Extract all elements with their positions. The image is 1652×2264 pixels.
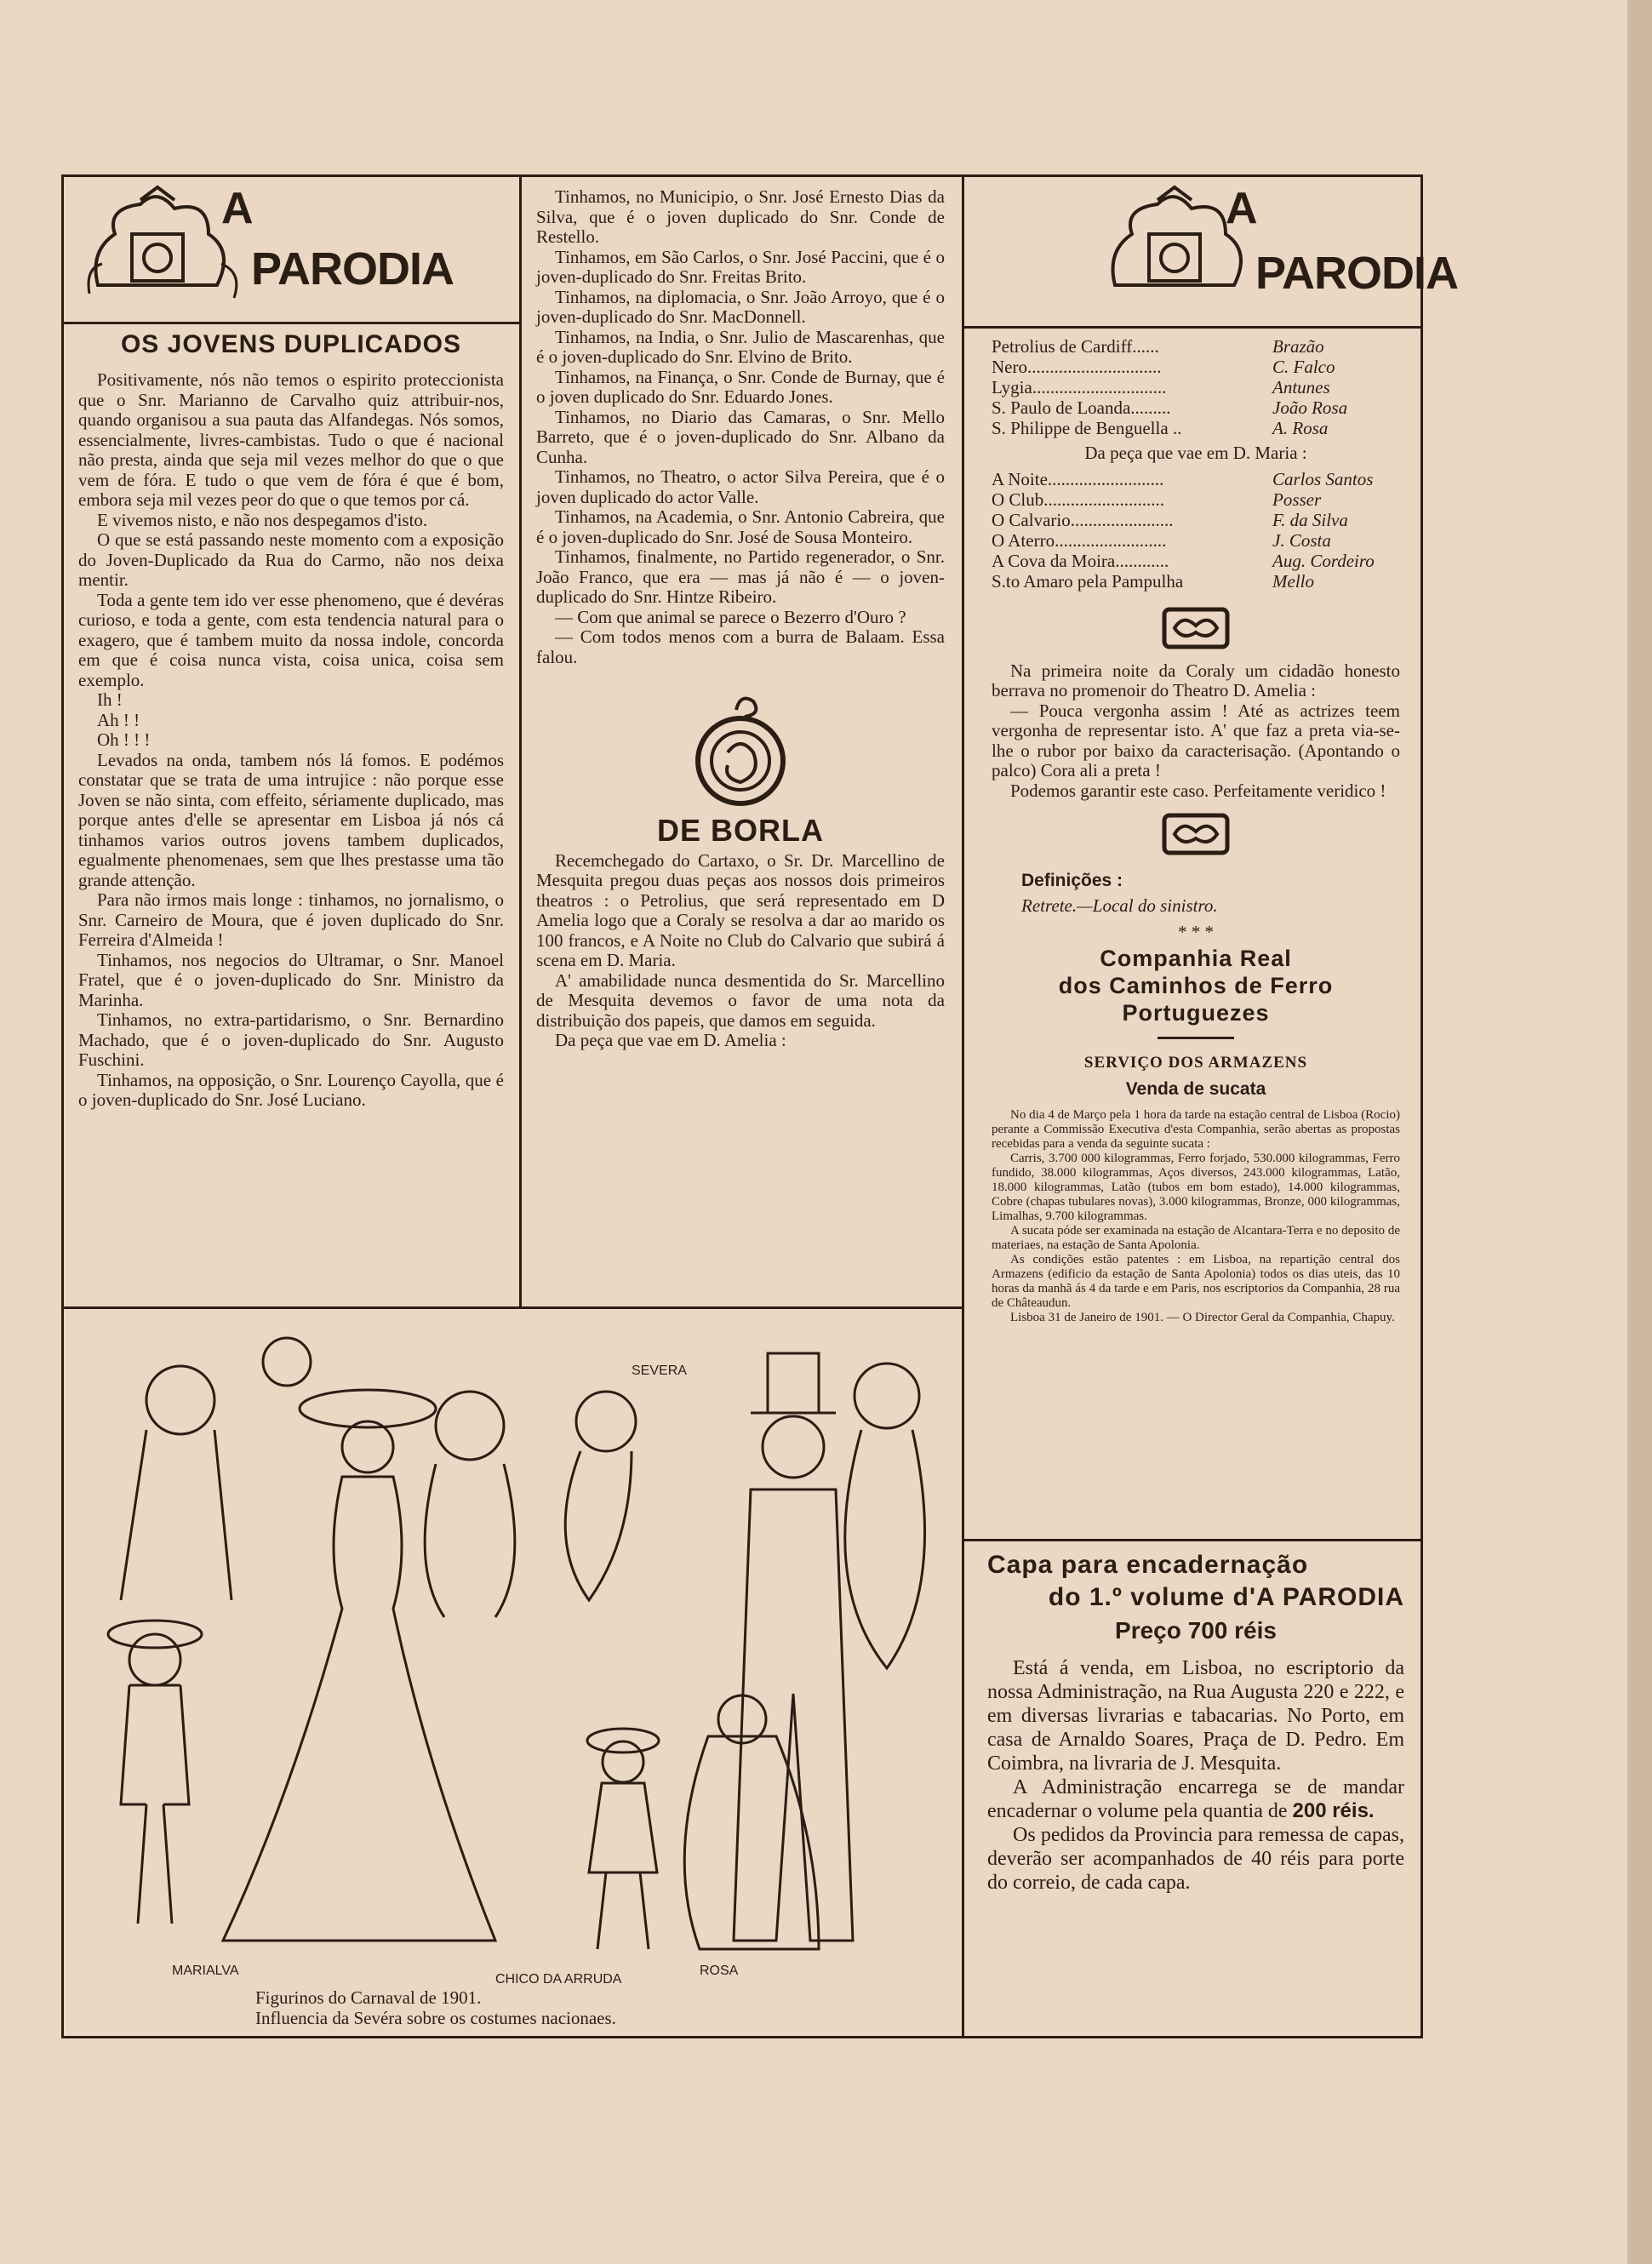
maria-cast-list — [992, 469, 1400, 592]
advert-p2-price: 200 réis. — [1292, 1799, 1375, 1822]
cast-role: A Cova da Moira............ — [992, 550, 1169, 571]
masthead-rule-left — [61, 322, 521, 324]
cast-role: O Club........................... — [992, 489, 1165, 510]
cast-row — [992, 336, 1400, 357]
caption-line-1: Figurinos do Carnaval de 1901. — [255, 1987, 482, 2008]
cast-row — [992, 397, 1400, 418]
logo-a: A — [221, 184, 253, 233]
cast-row — [992, 510, 1400, 530]
sucata-p4: As condições estão patentes : em Lisboa, na repartição central dos Armazens (edificio da estação de Santa Apolonia) todos os dias uteis, das 10 horas da manhã ás 4 da tarde e em Paris, nos escriptorios da Companhia, 28 rua de Châteaudun. — [992, 1252, 1400, 1310]
coraly-end: Podemos garantir este caso. Perfeitamente veridico ! — [1010, 780, 1386, 801]
company-name-1: Companhia Real — [1100, 945, 1292, 971]
paragraph: Positivamente, nós não temos o espirito proteccionista que o Snr. Marianno de Carvalho quiz attribuir-nos, quando organisou a sua pauta das Alfandegas. Nós somos, essencialmente, livres-cambistas. Tudo o que é nacional não presta, ainda que seja mil vezes melhor do que o que vem de fóra. E tudo o que vem de fóra é que é bom, embora seja mil vezes peor do que o que temos por cá. — [78, 369, 504, 510]
paragraph: — Com todos menos com a burra de Balaam. Essa falou. — [536, 626, 945, 667]
label-severa: SEVERA — [632, 1364, 687, 1378]
paragraph: Tinhamos, no Diario das Camaras, o Snr. Mello Barreto, que é o joven-duplicado do Snr. Albano da Cunha. — [536, 406, 945, 467]
cast-actor: Carlos Santos — [1272, 468, 1374, 489]
paragraph: Ah ! ! — [97, 709, 140, 730]
cast-row — [992, 418, 1400, 438]
cast-role: O Aterro......................... — [992, 529, 1167, 551]
advert-price: Preço 700 réis — [1115, 1617, 1277, 1644]
paragraph: Tinhamos, na opposição, o Snr. Lourenço Cayolla, que é o joven-duplicado do Snr. José Luciano. — [78, 1069, 504, 1110]
advert-p2-text: A Administração encarrega se de mandar encadernar o volume pela quantia de — [987, 1776, 1404, 1822]
logo-word: PARODIA — [251, 243, 454, 294]
masthead-logo-left — [81, 183, 454, 319]
cast-role: O Calvario....................... — [992, 509, 1174, 530]
cast-row — [992, 469, 1400, 489]
paragraph: Tinhamos, na India, o Snr. Julio de Mascarenhas, que é o joven-duplicado do Snr. Elvino de Brito. — [536, 326, 945, 367]
cartoon-caption — [255, 1987, 616, 2028]
cast-actor: Posser — [1272, 489, 1322, 510]
article-body — [78, 370, 504, 1111]
cast-role: Petrolius de Cardiff...... — [992, 336, 1159, 357]
cast-row — [992, 571, 1400, 592]
paragraph: Tinhamos, no Theatro, o actor Silva Pereira, que é o joven duplicado do actor Valle. — [536, 466, 945, 507]
carnival-cartoon — [70, 1328, 955, 2000]
advert-p3: Os pedidos da Provincia para remessa de capas, deverão ser acompanhados de 40 réis para porte do correio, de cada capa. — [987, 1824, 1404, 1894]
paragraph: E vivemos nisto, e não nos despegamos d'isto. — [97, 509, 428, 530]
masthead-logo-right — [1098, 183, 1459, 319]
logo-a: A — [1226, 184, 1257, 233]
borla-body — [536, 851, 945, 1051]
caption-line-2: Influencia da Sevéra sobre os costumes nacionaes. — [255, 2008, 616, 2028]
borla-heading: DE BORLA — [657, 813, 824, 848]
cartoon-top-rule — [61, 1306, 963, 1309]
advert-title-2: do 1.º volume d'A PARODIA — [1048, 1583, 1404, 1611]
paragraph: Tinhamos, no extra-partidarismo, o Snr. Bernardino Machado, que é o joven-duplicado do Snr. Augusto Fuschini. — [78, 1009, 504, 1070]
cast-actor: J. Costa — [1272, 529, 1331, 551]
cast-row — [992, 551, 1400, 571]
advert-p2 — [987, 1775, 1404, 1823]
paragraph: Tinhamos, nos negocios do Ultramar, o Snr. Manoel Fratel, que é o joven-duplicado do Snr. Ministro da Marinha. — [78, 949, 504, 1010]
cast-actor: Antunes — [1272, 377, 1330, 397]
paragraph: A' amabilidade nunca desmentida do Sr. Marcellino de Mesquita devemos o favor de uma nota da distribuição dos papeis, que damos em seguida. — [536, 969, 945, 1031]
sucata-p5: Lisboa 31 de Janeiro de 1901. — O Director Geral da Companhia, Chapuy. — [1010, 1310, 1395, 1324]
label-rosa: ROSA — [700, 1964, 739, 1978]
paragraph: Da peça que vae em D. Amelia : — [555, 1030, 786, 1050]
cast-actor: C. Falco — [1272, 357, 1335, 377]
page-edge — [1627, 0, 1652, 2264]
cast-actor: João Rosa — [1272, 397, 1348, 418]
cast-role: S. Paulo de Loanda......... — [992, 397, 1171, 418]
company-name-2: dos Caminhos de Ferro Portuguezes — [1058, 972, 1334, 1026]
advert-p1: Está á venda, em Lisboa, no escriptorio da nossa Administração, na Rua Augusta 220 e 222, e em diversas livrarias e tabacarias. No Porto, em casa de Arnaldo Soares, Praça de D. Pedro. Em Coimbra, na livraria de J. Mesquita. — [987, 1657, 1404, 1775]
paragraph: Tinhamos, finalmente, no Partido regenerador, o Snr. João Franco, que era — mas já não é — o joven-duplicado do Snr. Hintze Ribeiro. — [536, 546, 945, 607]
cast-role: Nero.............................. — [992, 357, 1162, 377]
advert-title-1: Capa para encadernação — [987, 1551, 1309, 1579]
cast-role: S. Philippe de Benguella .. — [992, 418, 1182, 438]
article-heading: OS JOVENS DUPLICADOS — [120, 330, 462, 358]
paragraph: Para não irmos mais longe : tinhamos, no jornalismo, o Snr. Carneiro de Moura, que é joven duplicado do Snr. Ferreira d'Almeida ! — [78, 889, 504, 950]
venda-heading: Venda de sucata — [1125, 1079, 1266, 1099]
asterisks: * * * — [1178, 922, 1214, 942]
sucata-notice — [992, 1108, 1400, 1325]
column-rule-1 — [519, 174, 522, 1306]
cast-role: S.to Amaro pela Pampulha — [992, 570, 1184, 592]
advert-top-rule — [962, 1539, 1423, 1541]
label-marialva: MARIALVA — [172, 1964, 239, 1978]
paragraph: — Com que animal se parece o Bezerro d'Ouro ? — [555, 606, 906, 627]
cast-row — [992, 489, 1400, 510]
sucata-p1: No dia 4 de Março pela 1 hora da tarde na estação central de Lisboa (Rocio) perante a Commissão Executiva d'esta Companhia, serão abertas as propostas recebidas para a venda da seguinte sucata : — [992, 1107, 1400, 1151]
paragraph: Tinhamos, no Municipio, o Snr. José Ernesto Dias da Silva, que é o joven duplicado do Snr. Conde de Restello. — [536, 186, 945, 247]
ornament-icon — [1162, 813, 1230, 855]
definicoes-text: Retrete.—Local do sinistro. — [1021, 895, 1218, 916]
ornament-icon — [1162, 607, 1230, 649]
coraly-quote: — Pouca vergonha assim ! Até as actrizes teem vergonha de representar isto. A' que faz a preta via-se-lhe o rubor por baixo da caracterisação. (Apontando o palco) Cora ali a preta ! — [992, 700, 1400, 780]
label-chico: CHICO DA ARRUDA — [495, 1972, 622, 1987]
cast-actor: Brazão — [1272, 336, 1324, 357]
masthead-rule-right — [962, 326, 1423, 329]
column-2 — [536, 187, 945, 1051]
parodia-medallion-icon — [685, 693, 796, 812]
cast-row — [992, 530, 1400, 551]
paragraph: Tinhamos, na Academia, o Snr. Antonio Cabreira, que é o joven-duplicado do Snr. José de Sousa Monteiro. — [536, 506, 945, 547]
coraly-text: Na primeira noite da Coraly um cidadão honesto berrava no promenoir do Theatro D. Amelia : — [992, 660, 1400, 700]
paragraph: Tinhamos, na Finança, o Snr. Conde de Burnay, que é o joven duplicado do Snr. Eduardo Jones. — [536, 366, 945, 407]
divider — [1158, 1037, 1234, 1039]
sucata-p3: A sucata póde ser examinada na estação de Alcantara-Terra e no deposito de materiaes, na estação de Santa Apolonia. — [992, 1223, 1400, 1252]
cast-role: A Noite.......................... — [992, 468, 1164, 489]
cast-actor: Mello — [1272, 570, 1314, 592]
cast-row — [992, 357, 1400, 377]
cast-row — [992, 377, 1400, 397]
cast-role: Lygia.............................. — [992, 377, 1167, 397]
binding-cover-advert — [987, 1549, 1404, 1895]
definicoes-title: Definições : — [1021, 871, 1123, 890]
cast-actor: F. da Silva — [1272, 509, 1348, 530]
paragraph: Tinhamos, em São Carlos, o Snr. José Paccini, que é o joven-duplicado do Snr. Freitas Brito. — [536, 246, 945, 287]
paragraph: Oh ! ! ! — [97, 729, 151, 750]
paragraph: Tinhamos, na diplomacia, o Snr. João Arroyo, que é o joven-duplicado do Snr. MacDonnell. — [536, 286, 945, 327]
cast-actor: Aug. Cordeiro — [1272, 550, 1375, 571]
column-3 — [992, 336, 1400, 1325]
column-rule-2 — [962, 174, 964, 2038]
maria-intro: Da peça que vae em D. Maria : — [1084, 443, 1307, 463]
amelia-cast-list — [992, 336, 1400, 438]
paragraph: O que se está passando neste momento com a exposição do Joven-Duplicado da Rua do Carmo, não nos deixa mentir. — [78, 529, 504, 590]
paragraph: Ih ! — [97, 689, 123, 710]
article-continuation — [536, 187, 945, 667]
logo-word: PARODIA — [1255, 248, 1459, 299]
column-1 — [78, 328, 504, 1111]
servico-heading: SERVIÇO DOS ARMAZENS — [1083, 1053, 1308, 1072]
paragraph: Recemchegado do Cartaxo, o Sr. Dr. Marcellino de Mesquita pregou duas peças aos nossos dois primeiros theatros : o Petrolius, que será representado em D Amelia logo que a Coraly se resolva a dar ao marido os 100 francos, e A Noite no Club do Calvario que subirá á scena em D. Maria. — [536, 849, 945, 970]
cast-actor: A. Rosa — [1272, 418, 1329, 438]
paragraph: Toda a gente tem ido ver esse phenomeno, que é devéras curioso, e toda a gente, com esta tendencia natural para o exagero, que é tambem muito da nossa indole, concorda em que é coisa nunca vista, coisa unica, coisa sem exemplo. — [78, 589, 504, 690]
paragraph: Levados na onda, tambem nós lá fomos. E podémos constatar que se trata de uma intrujice : não porque esse Joven se não sinta, com effeito, sériamente duplicado, mas porque antes d'elle se apresentar em Lisboa já nós cá tinhamos varios outros jovens tambem duplicados, egualmente phenomenaes, sem que lhes prestasse uma tão grande attenção. — [78, 749, 504, 890]
sucata-p2: Carris, 3.700 000 kilogrammas, Ferro forjado, 530.000 kilogrammas, Ferro fundido, 38.000 kilogrammas, Aços diversos, 243.000 kilogrammas, Latão, 18.000 kilogrammas, Latão (tubos em bom estado), 14.000 kilogrammas, Cobre (chapas tubulares novas), 3.000 kilogrammas, Bronze, 000 kilogrammas, Limalhas, 9.700 kilogrammas. — [992, 1151, 1400, 1223]
